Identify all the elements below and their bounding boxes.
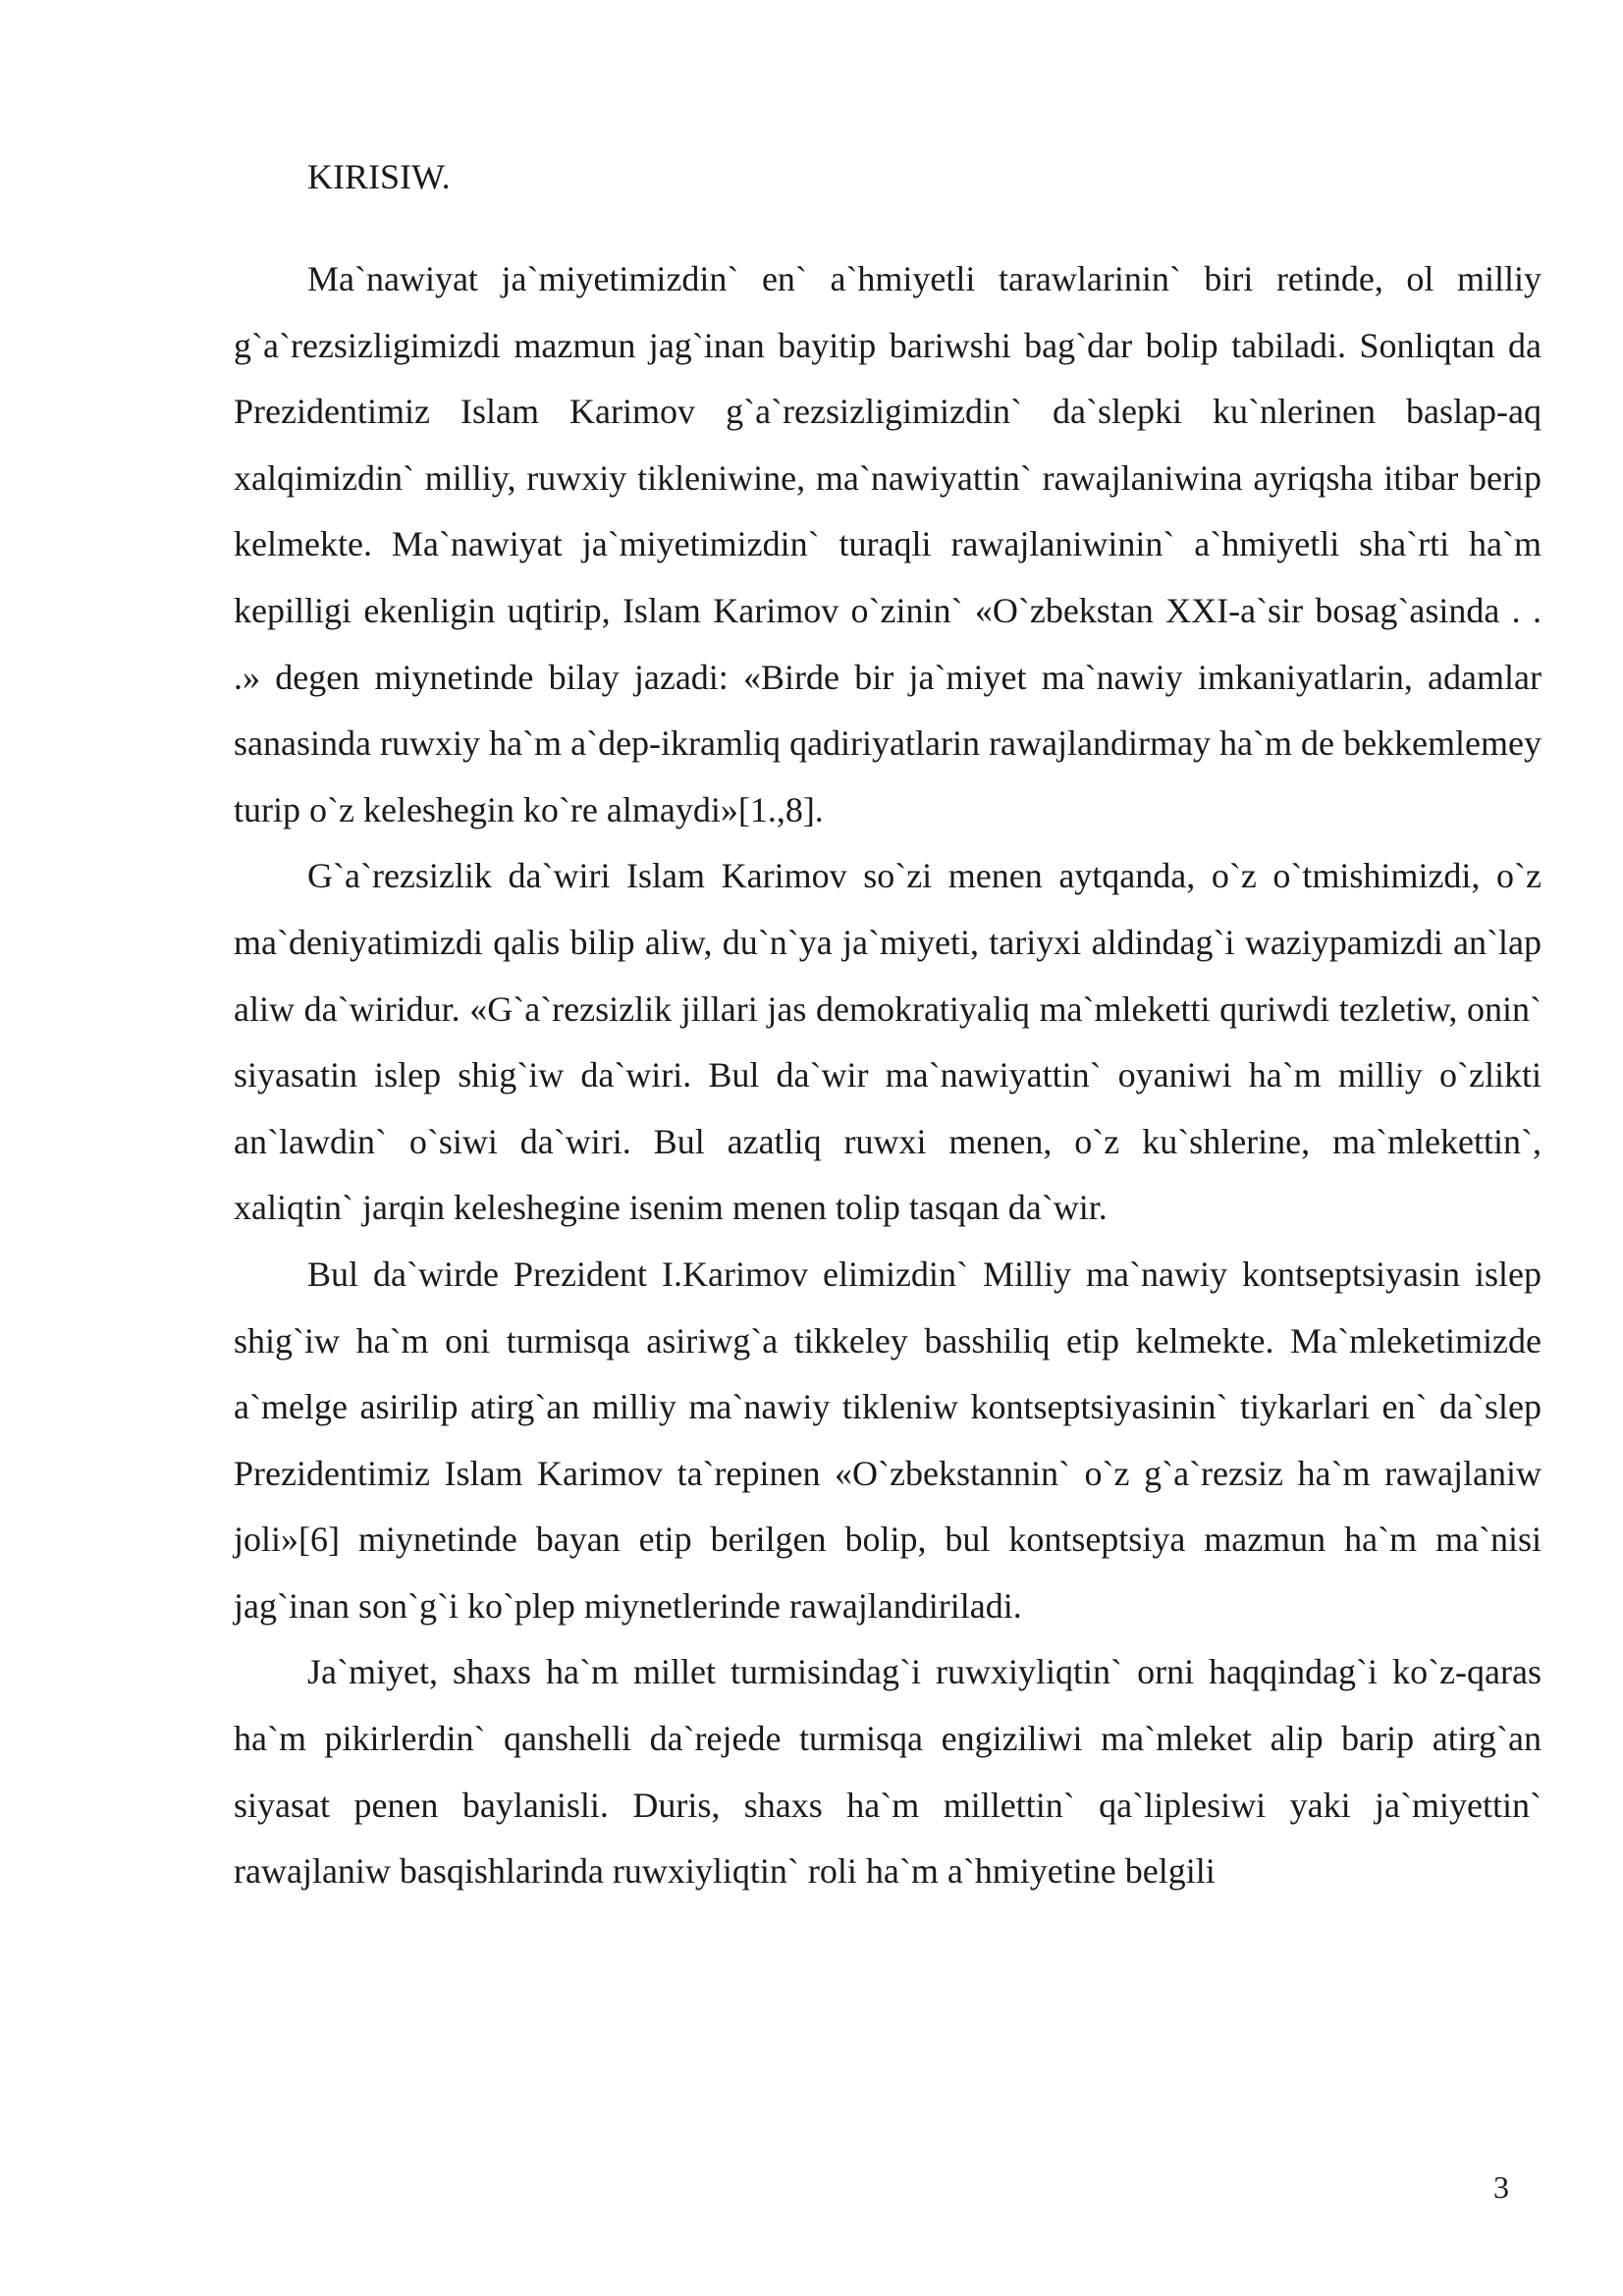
page-number: 3 [1493,2169,1509,2205]
section-heading: KIRISIW. [307,157,451,196]
paragraph: G`a`rezsizlik da`wiri Islam Karimov so`zi menen aytqanda, o`z o`tmishimizdi, o`z ma`deniyatimizdi qalis bilip aliw, du`n`ya ja`miyeti, tariyxi aldindag`i waziypamizdi an`lap aliw da`wiridur. «G`a`rezsizlik jillari jas demokratiyaliq ma`mleketti quriwdi tezletiw, onin` siyasatin islep shig`iw da`wiri. Bul da`wir ma`nawiyattin` oyaniwi ha`m milliy o`zlikti an`lawdin` o`siwi da`wiri. Bul azatliq ruwxi menen, o`z ku`shlerine, ma`mlekettin`, xaliqtin` jarqin keleshegine isenim menen tolip tasqan da`wir. [234,856,1542,1228]
paragraph: Ma`nawiyat ja`miyetimizdin` en` a`hmiyetli tarawlarinin` biri retinde, ol milliy g`a`rezsizligimizdi mazmun jag`inan bayitip bariwshi bag`dar bolip tabiladi. Sonliqtan da Prezidentimiz Islam Karimov g`a`rezsizligimizdin` da`slepki ku`nlerinen baslap-aq xalqimizdin` milliy, ruwxiy tikleniwine, ma`nawiyattin` rawajlaniwina ayriqsha itibar berip kelmekte. Ma`nawiyat ja`miyetimizdin` turaqli rawajlaniwinin` a`hmiyetli sha`rti ha`m kepilligi ekenligin uqtirip, Islam Karimov o`zinin` «O`zbekstan XXI-a`sir bosag`asinda . . .» degen miynetinde bilay jazadi: «Birde bir ja`miyet ma`nawiy imkaniyatlarin, adamlar sanasinda ruwxiy ha`m a`dep-ikramliq qadiriyatlarin rawajlandirmay ha`m de bekkemlemey turip o`z keleshegin ko`re almaydi»[1.,8]. [234,259,1542,829]
paragraph: Bul da`wirde Prezident I.Karimov elimizdin` Milliy ma`nawiy kontseptsiyasin islep shig`iw ha`m oni turmisqa asiriwg`a tikkeley basshiliq etip kelmekte. Ma`mleketimizde a`melge asirilip atirg`an milliy ma`nawiy tikleniw kontseptsiyasinin` tiykarlari en` da`slep Prezidentimiz Islam Karimov ta`repinen «O`zbekstannin` o`z g`a`rezsiz ha`m rawajlaniw joli»[6] miynetinde bayan etip berilgen bolip, bul kontseptsiya mazmun ha`m ma`nisi jag`inan son`g`i ko`plep miynetlerinde rawajlandiriladi. [234,1254,1542,1626]
paragraph: Ja`miyet, shaxs ha`m millet turmisindag`i ruwxiyliqtin` orni haqqindag`i ko`z-qaras ha`m pikirlerdin` qanshelli da`rejede turmisqa engiziliwi ma`mleket alip barip atirg`an siyasat penen baylanisli. Duris, shaxs ha`m millettin` qa`liplesiwi yaki ja`miyettin` rawajlaniw basqishlarinda ruwxiyliqtin` roli ha`m a`hmiyetine belgili [234,1652,1542,1892]
body-text [234,246,1542,1905]
